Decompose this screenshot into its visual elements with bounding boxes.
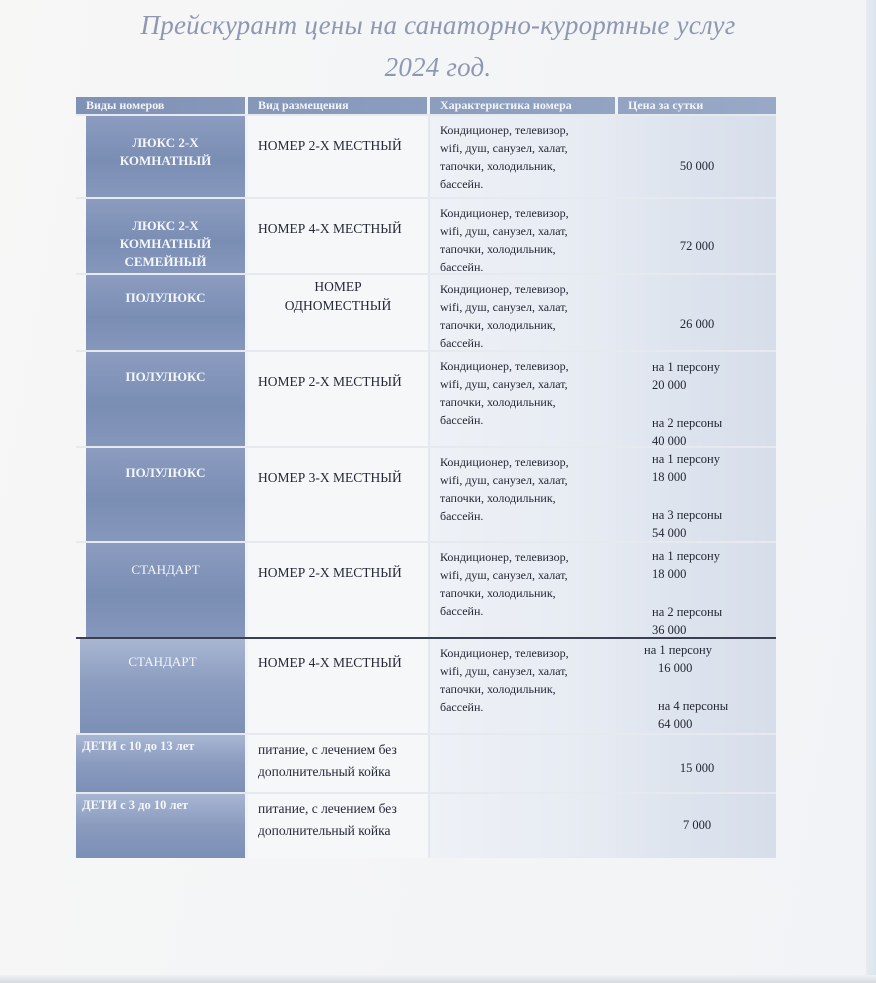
price-options <box>618 448 776 542</box>
features-line: wifi, душ, санузел, халат, <box>440 141 568 155</box>
table-row <box>76 792 776 858</box>
features-line: бассейн. <box>440 260 484 274</box>
price-cell <box>618 735 776 792</box>
room-type-cell <box>86 116 248 197</box>
accommodation-line: ОДНОМЕСТНЫЙ <box>284 298 392 313</box>
room-type-line: КОМНАТНЫЙ <box>119 153 212 168</box>
accommodation-line: питание, с лечением без <box>258 742 397 757</box>
page-right-edge <box>866 0 876 983</box>
price-options <box>618 639 776 733</box>
features-line: тапочки, холодильник, <box>440 682 556 696</box>
price-option-value: 16 000 <box>658 661 693 675</box>
features-line: тапочки, холодильник, <box>440 491 556 505</box>
room-type-line: ЛЮКС 2-Х <box>132 218 199 233</box>
features-cell <box>430 199 618 276</box>
price-option-value: 36 000 <box>652 623 687 637</box>
features-line: Кондиционер, телевизор, <box>440 646 569 660</box>
price-option-label: на 4 персоны <box>658 699 729 713</box>
price-gap <box>652 486 776 506</box>
price-cell <box>618 116 776 197</box>
price-value: 50 000 <box>679 159 715 173</box>
features-line: wifi, душ, санузел, халат, <box>440 377 568 391</box>
document-title: Прейскурант цены на санаторно-курортные услуг <box>140 10 736 40</box>
features-line: Кондиционер, телевизор, <box>440 359 569 373</box>
room-type-cell <box>76 794 248 858</box>
price-cell <box>618 794 776 858</box>
accommodation-cell: НОМЕР 3-Х МЕСТНЫЙ <box>248 448 430 542</box>
header-accommodation: Вид размещения <box>248 97 430 114</box>
features-line: тапочки, холодильник, <box>440 159 556 173</box>
room-type-line: ПОЛУЛЮКС <box>125 290 206 305</box>
table-row <box>76 446 776 541</box>
features-line: Кондиционер, телевизор, <box>440 550 569 564</box>
room-type-line: ПОЛУЛЮКС <box>125 369 206 384</box>
features-line: Кондиционер, телевизор, <box>440 455 569 469</box>
price-option-value: 18 000 <box>652 470 687 484</box>
price-option-value: 20 000 <box>652 378 687 392</box>
table-row <box>76 541 776 637</box>
price-option-value: 40 000 <box>652 434 687 448</box>
price-option-label: на 1 персону <box>652 549 720 563</box>
price-option-label: на 1 персону <box>644 643 712 657</box>
table-header <box>76 97 776 114</box>
accommodation-line: дополнительный койка <box>258 823 391 838</box>
features-cell <box>430 116 618 197</box>
price-option-label: на 2 персоны <box>652 605 723 619</box>
accommodation-cell: НОМЕР 4-Х МЕСТНЫЙ <box>248 199 430 276</box>
price-options <box>618 543 776 639</box>
table-row <box>76 273 776 350</box>
room-type-cell <box>86 543 248 639</box>
features-line: бассейн. <box>440 700 484 714</box>
price-gap <box>644 677 776 697</box>
price-cell <box>618 275 776 352</box>
room-type-line: КОМНАТНЫЙ <box>119 236 212 251</box>
room-type-line: СТАНДАРТ <box>128 654 197 669</box>
header-room-type: Виды номеров <box>76 97 248 114</box>
features-line: тапочки, холодильник, <box>440 242 556 256</box>
price-option-value: 54 000 <box>652 526 687 540</box>
header-features: Характеристика номера <box>430 97 618 114</box>
room-type-cell <box>86 448 248 542</box>
accommodation-line: питание, с лечением без <box>258 801 397 816</box>
price-option-value: 18 000 <box>652 567 687 581</box>
accommodation-line: дополнительный койка <box>258 764 391 779</box>
features-cell <box>430 794 618 858</box>
features-line: бассейн. <box>440 177 484 191</box>
table-row <box>76 637 776 733</box>
room-type-cell <box>80 639 248 733</box>
features-line: wifi, душ, санузел, халат, <box>440 473 568 487</box>
accommodation-line: НОМЕР <box>314 279 362 294</box>
features-line: Кондиционер, телевизор, <box>440 206 569 220</box>
accommodation-cell <box>248 275 430 352</box>
features-cell <box>430 735 618 792</box>
room-type-cell <box>86 352 248 450</box>
features-cell <box>430 352 618 450</box>
features-line: тапочки, холодильник, <box>440 395 556 409</box>
features-line: wifi, душ, санузел, халат, <box>440 664 568 678</box>
accommodation-cell: НОМЕР 4-Х МЕСТНЫЙ <box>248 639 430 733</box>
room-type-line: СЕМЕЙНЫЙ <box>124 254 207 269</box>
features-line: wifi, душ, санузел, халат, <box>440 300 568 314</box>
price-cell <box>618 639 776 733</box>
features-line: бассейн. <box>440 336 484 350</box>
price-table <box>76 97 776 858</box>
room-type-line: ЛЮКС 2-Х <box>132 135 199 150</box>
features-line: wifi, душ, санузел, халат, <box>440 568 568 582</box>
price-cell <box>618 352 776 450</box>
accommodation-cell <box>248 735 430 792</box>
accommodation-cell: НОМЕР 2-Х МЕСТНЫЙ <box>248 352 430 450</box>
price-gap <box>652 583 776 603</box>
price-option-label: на 1 персону <box>652 360 720 374</box>
price-value: 15 000 <box>679 761 715 775</box>
features-line: бассейн. <box>440 413 484 427</box>
price-option-value: 64 000 <box>658 717 693 731</box>
features-line: бассейн. <box>440 604 484 618</box>
page-bottom-edge <box>0 975 876 983</box>
room-type-line: ДЕТИ с 3 до 10 лет <box>82 798 189 812</box>
features-cell <box>430 275 618 352</box>
room-type-cell <box>86 275 248 352</box>
price-value: 26 000 <box>679 317 715 331</box>
accommodation-cell: НОМЕР 2-Х МЕСТНЫЙ <box>248 543 430 639</box>
table-row <box>76 114 776 197</box>
room-type-cell <box>76 735 248 792</box>
price-option-label: на 1 персону <box>652 452 720 466</box>
room-type-line: ПОЛУЛЮКС <box>125 465 206 480</box>
room-type-line: ДЕТИ с 10 до 13 лет <box>82 739 195 753</box>
price-options <box>618 352 776 450</box>
price-cell <box>618 448 776 542</box>
header-price: Цена за сутки <box>628 98 704 112</box>
room-type-line: СТАНДАРТ <box>131 562 200 577</box>
features-line: тапочки, холодильник, <box>440 318 556 332</box>
features-line: Кондиционер, телевизор, <box>440 282 569 296</box>
features-cell <box>430 543 618 639</box>
accommodation-cell <box>248 794 430 858</box>
features-line: бассейн. <box>440 509 484 523</box>
table-row <box>76 350 776 446</box>
price-cell <box>618 199 776 276</box>
price-cell <box>618 543 776 639</box>
document-year: 2024 год. <box>384 52 492 82</box>
features-line: Кондиционер, телевизор, <box>440 123 569 137</box>
features-cell <box>430 639 618 733</box>
table-row <box>76 733 776 792</box>
features-line: wifi, душ, санузел, халат, <box>440 224 568 238</box>
price-option-label: на 2 персоны <box>652 416 723 430</box>
table-row <box>76 197 776 273</box>
price-gap <box>652 394 776 414</box>
features-line: тапочки, холодильник, <box>440 586 556 600</box>
features-cell <box>430 448 618 542</box>
room-type-cell <box>86 199 248 276</box>
accommodation-cell: НОМЕР 2-Х МЕСТНЫЙ <box>248 116 430 197</box>
price-value: 7 000 <box>682 818 712 832</box>
price-option-label: на 3 персоны <box>652 508 723 522</box>
price-value: 72 000 <box>679 239 715 253</box>
